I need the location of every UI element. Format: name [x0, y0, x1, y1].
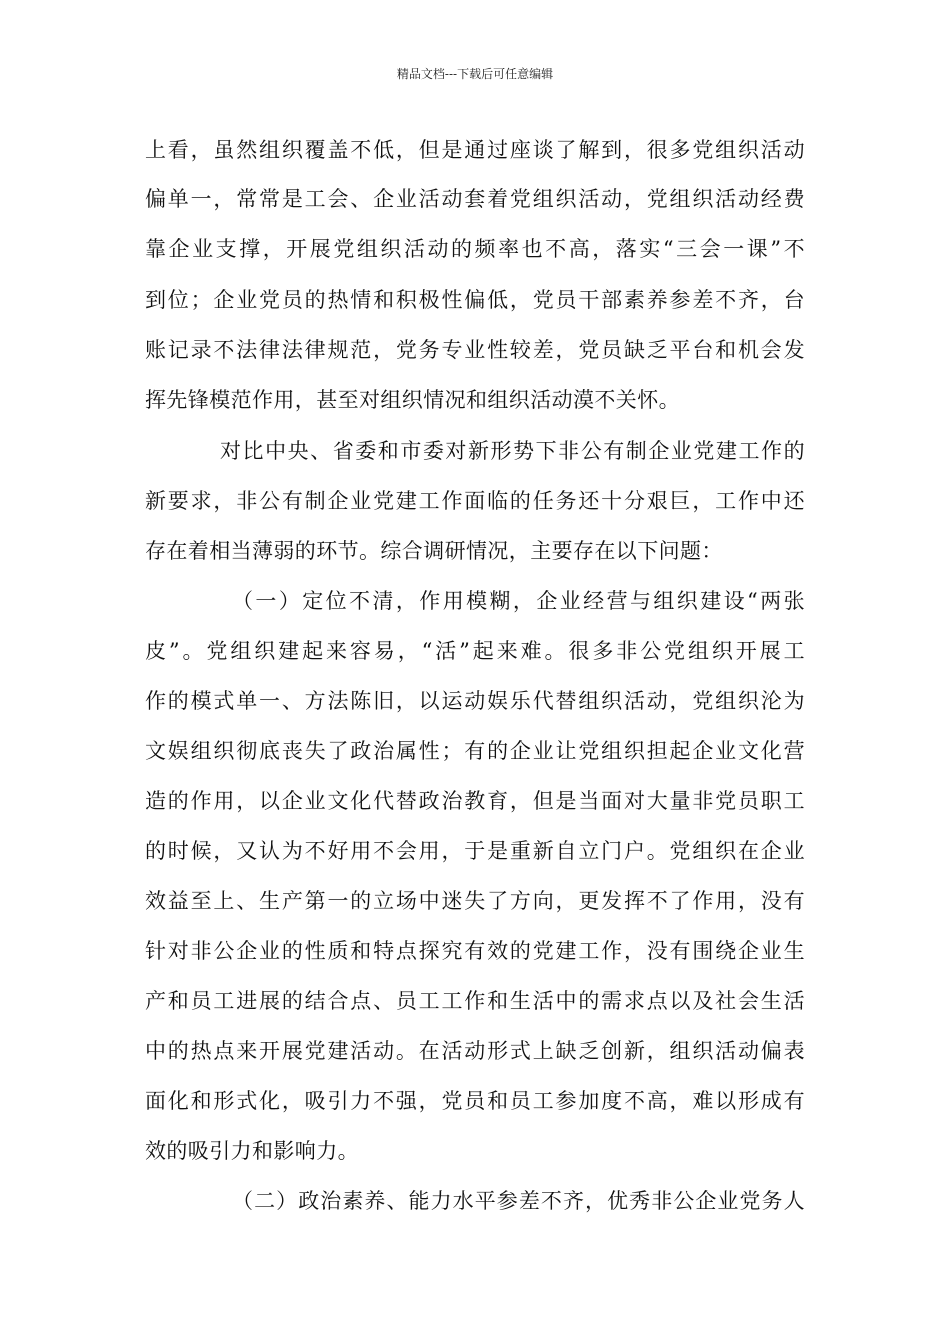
text-line: （二）政治素养、能力水平参差不齐，优秀非公企业党务人	[232, 1189, 805, 1213]
text-line: 靠企业支撑，开展党组织活动的频率也不高，落实“三会一课”不	[145, 237, 805, 261]
text-line: 造的作用，以企业文化代替政治教育，但是当面对大量非党员职工	[145, 789, 805, 813]
text-line: 对比中央、省委和市委对新形势下非公有制企业党建工作的	[220, 439, 805, 463]
text-line: 皮”。党组织建起来容易，“活”起来难。很多非公党组织开展工	[145, 639, 805, 663]
text-line: 面化和形式化，吸引力不强，党员和员工参加度不高，难以形成有	[145, 1089, 805, 1113]
text-line: 的时候，又认为不好用不会用，于是重新自立门户。党组织在企业	[145, 839, 805, 863]
text-line: 偏单一，常常是工会、企业活动套着党组织活动，党组织活动经费	[145, 187, 805, 211]
text-line: 挥先锋模范作用，甚至对组织情况和组织活动漠不关怀。	[145, 388, 680, 412]
text-line: 针对非公企业的性质和特点探究有效的党建工作，没有围绕企业生	[145, 939, 805, 963]
page-header: 精品文档---下载后可任意编辑	[396, 67, 554, 81]
text-line: 上看，虽然组织覆盖不低，但是通过座谈了解到，很多党组织活动	[145, 138, 805, 162]
text-line: 产和员工进展的结合点、员工工作和生活中的需求点以及社会生活	[145, 989, 805, 1013]
text-line: 效益至上、生产第一的立场中迷失了方向，更发挥不了作用，没有	[145, 889, 805, 913]
text-line: （一）定位不清，作用模糊，企业经营与组织建设“两张	[232, 589, 805, 613]
text-line: 到位；企业党员的热情和积极性偏低，党员干部素养参差不齐，台	[145, 288, 805, 312]
text-line: 效的吸引力和影响力。	[145, 1139, 359, 1163]
text-line: 新要求，非公有制企业党建工作面临的任务还十分艰巨，工作中还	[145, 489, 805, 513]
text-line: 中的热点来开展党建活动。在活动形式上缺乏创新，组织活动偏表	[145, 1039, 805, 1063]
text-line: 文娱组织彻底丧失了政治属性；有的企业让党组织担起企业文化营	[145, 739, 805, 763]
text-line: 存在着相当薄弱的环节。综合调研情况，主要存在以下问题：	[145, 539, 723, 563]
text-line: 作的模式单一、方法陈旧，以运动娱乐代替组织活动，党组织沦为	[145, 689, 805, 713]
text-line: 账记录不法律法律规范，党务专业性较差，党员缺乏平台和机会发	[145, 338, 805, 362]
